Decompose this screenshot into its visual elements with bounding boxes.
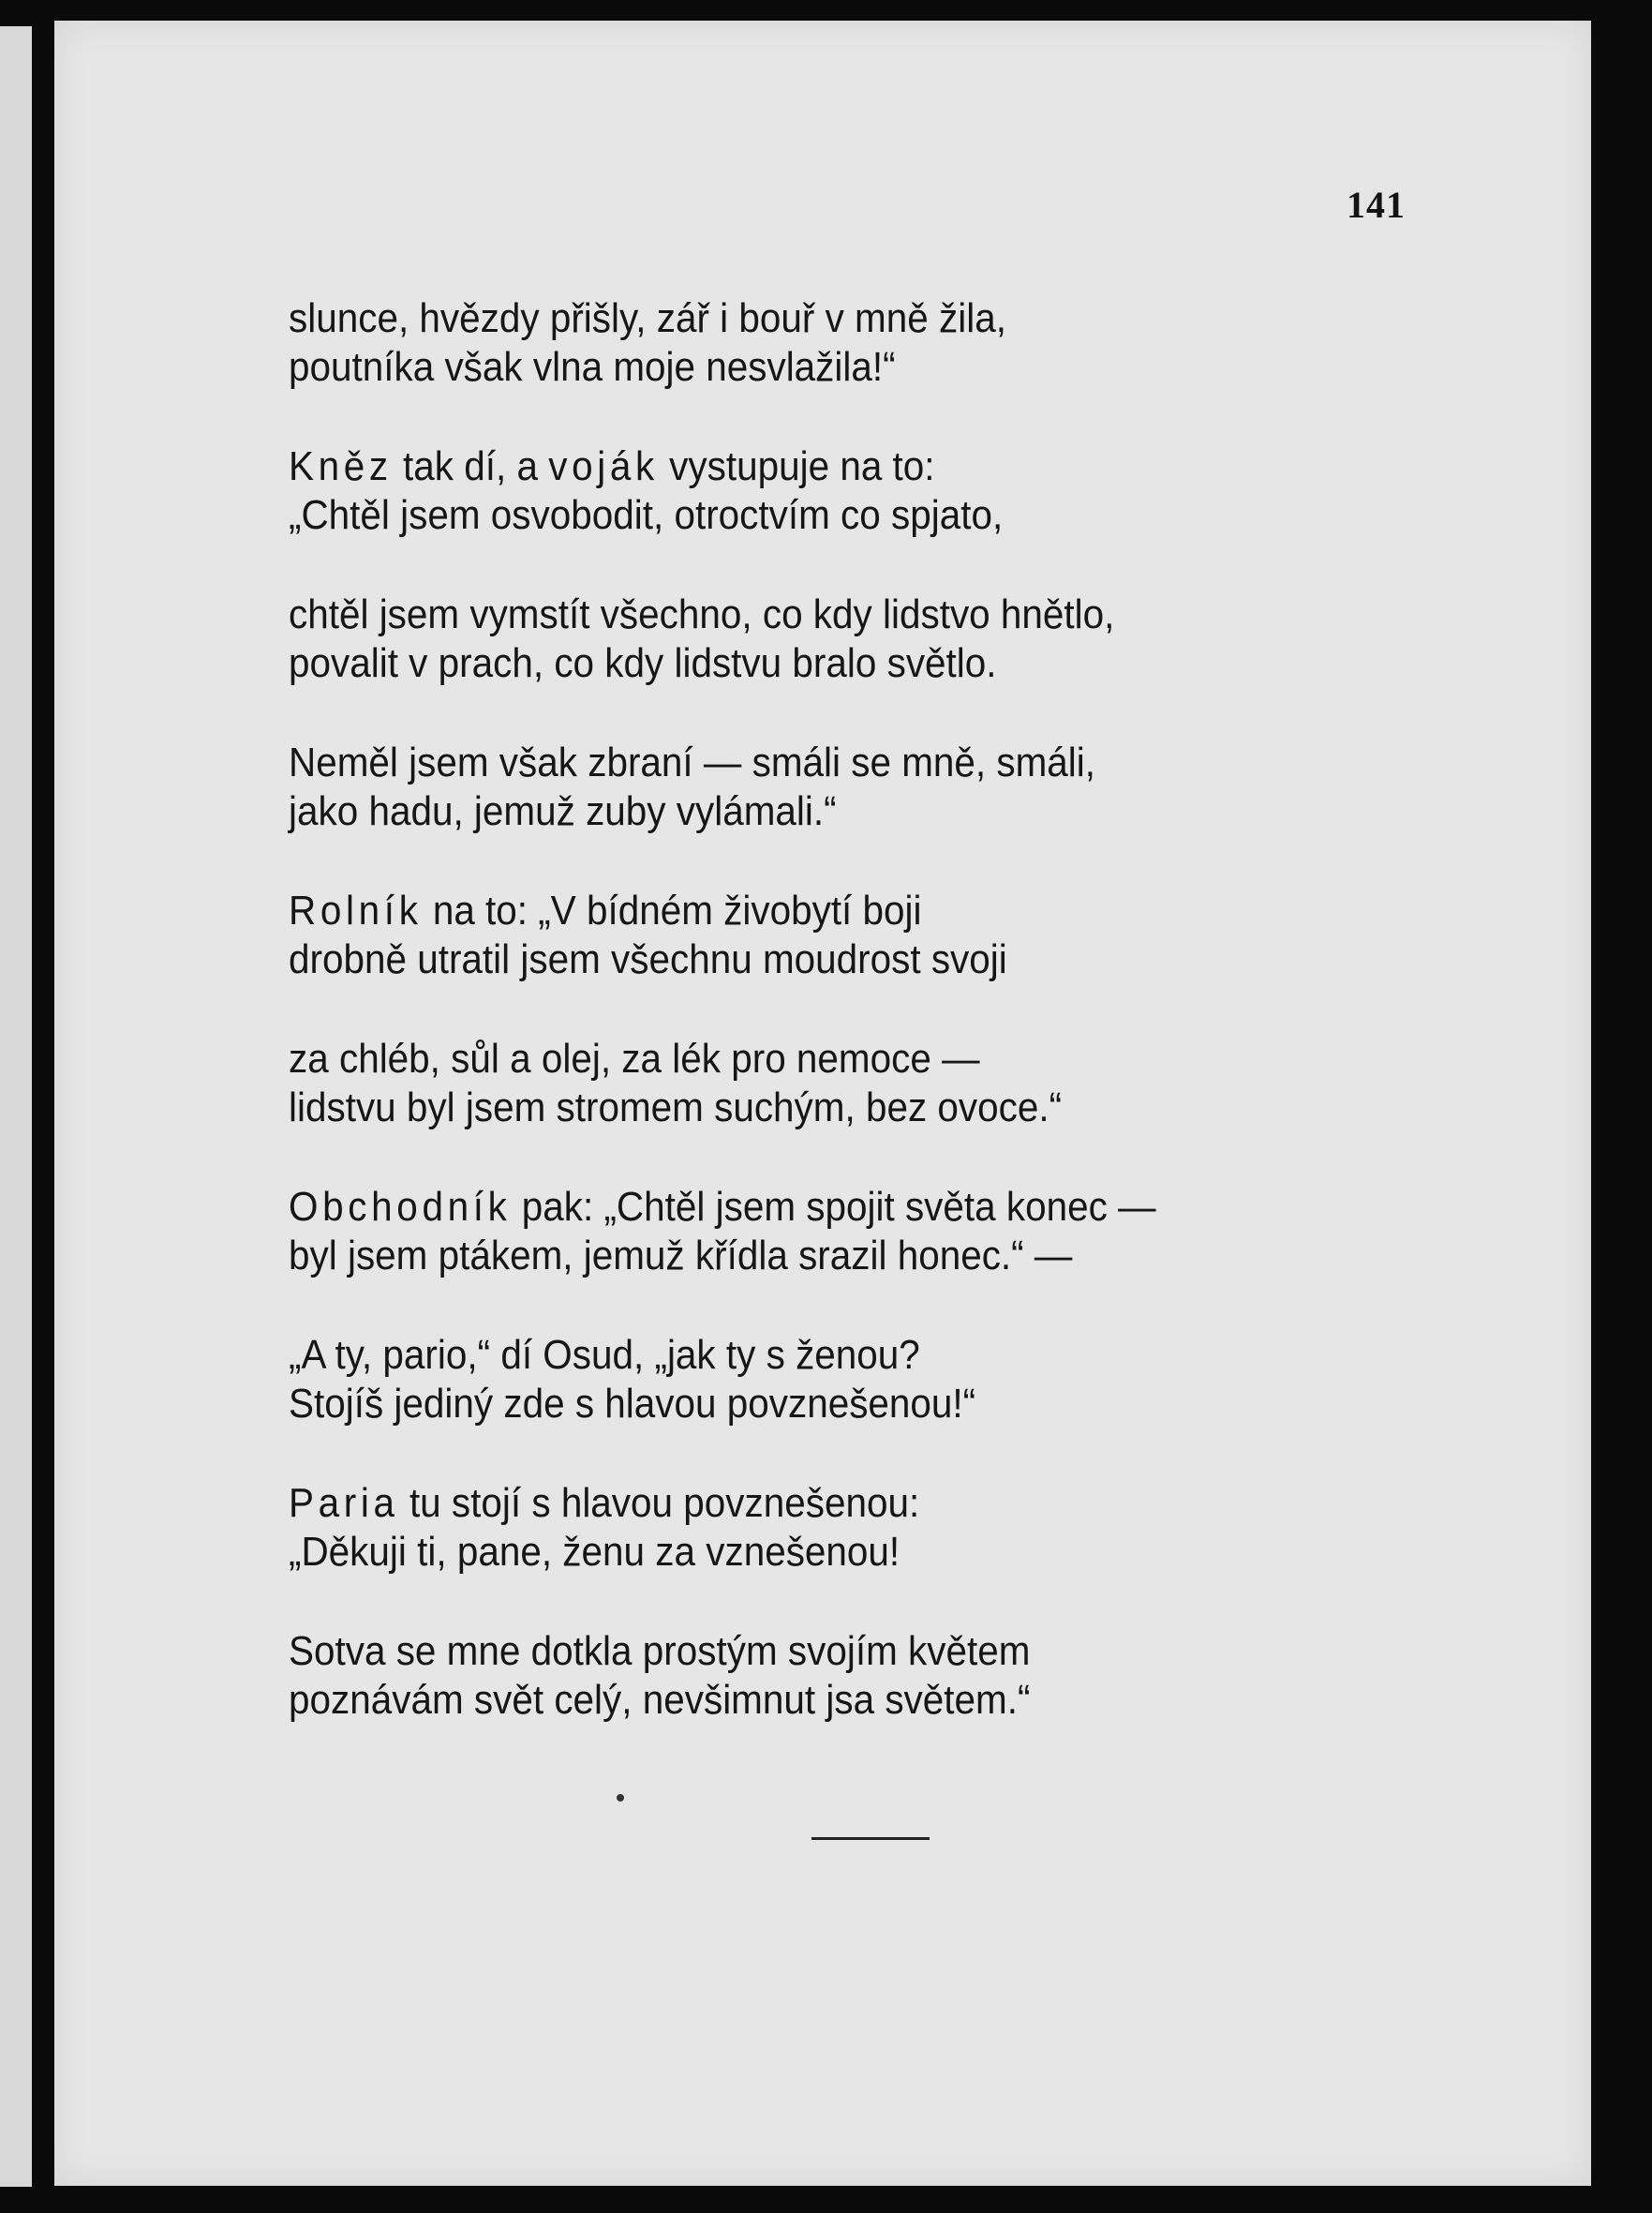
verse-line: [289, 887, 1387, 935]
verse-text: lidstvu byl jsem stromem suchým, bez ovoce.“: [289, 1085, 1063, 1130]
end-rule: [811, 1837, 930, 1840]
book-page: [54, 21, 1591, 2186]
speaker-name: Paria: [289, 1481, 399, 1526]
verse-line: [289, 442, 1387, 491]
verse-text: poutníka však vlna moje nesvlažila!“: [289, 345, 896, 390]
speaker-name: Kněz: [289, 444, 393, 489]
verse-line: [289, 1627, 1387, 1676]
verse-line: [289, 639, 1387, 688]
verse-text: Neměl jsem však zbraní — smáli se mně, smáli,: [289, 740, 1096, 785]
verse-line: [289, 1084, 1387, 1132]
verse-line: [289, 294, 1387, 343]
verse-text: za chléb, sůl a olej, za lék pro nemoce —: [289, 1037, 980, 1082]
verse-text: „Děkuji ti, pane, ženu za vznešenou!: [289, 1530, 900, 1575]
verse-line: [289, 1479, 1387, 1528]
verse-line: [289, 1528, 1387, 1577]
verse-line: [289, 491, 1387, 540]
verse-text: vystupuje na to:: [658, 444, 935, 489]
verse-line: [289, 787, 1387, 836]
poem-text: [289, 294, 1387, 1775]
print-speck: [617, 1794, 624, 1802]
verse-text: chtěl jsem vymstít všechno, co kdy lidstvo hnětlo,: [289, 592, 1115, 637]
page-number: 141: [1347, 184, 1406, 226]
verse-text: pak: „Chtěl jsem spojit světa konec —: [511, 1185, 1156, 1230]
verse-text: poznávám svět celý, nevšimnut jsa světem.“: [289, 1678, 1031, 1723]
stanza: [289, 1627, 1387, 1725]
stanza: [289, 1035, 1387, 1132]
verse-line: [289, 343, 1387, 392]
verse-text: „Chtěl jsem osvobodit, otroctvím co spjato,: [289, 493, 1004, 538]
verse-line: [289, 739, 1387, 787]
verse-text: drobně utratil jsem všechnu moudrost svoji: [289, 937, 1007, 982]
verse-text: na to: „V bídném živobytí boji: [422, 889, 922, 934]
verse-line: [289, 1676, 1387, 1725]
verse-text: slunce, hvězdy přišly, zář i bouř v mně žila,: [289, 296, 1006, 341]
stanza: [289, 442, 1387, 540]
facing-page-edge: [0, 26, 32, 2187]
speaker-name: Obchodník: [289, 1185, 512, 1230]
stanza: [289, 294, 1387, 392]
verse-text: povalit v prach, co kdy lidstvu bralo světlo.: [289, 641, 997, 686]
verse-line: [289, 1380, 1387, 1428]
verse-text: tu stojí s hlavou povznešenou:: [398, 1481, 920, 1526]
verse-text: Sotva se mne dotkla prostým svojím květem: [289, 1629, 1031, 1674]
verse-text: tak dí, a: [392, 444, 549, 489]
verse-text: „A ty, pario,“ dí Osud, „jak ty s ženou?: [289, 1333, 920, 1378]
verse-line: [289, 591, 1387, 639]
stanza: [289, 887, 1387, 984]
stanza: [289, 1183, 1387, 1280]
verse-text: byl jsem ptákem, jemuž křídla srazil honec.“ —: [289, 1234, 1073, 1278]
speaker-name: Rolník: [289, 889, 423, 934]
stanza: [289, 591, 1387, 688]
stanza: [289, 1331, 1387, 1428]
speaker-name: voják: [548, 444, 659, 489]
verse-line: [289, 935, 1387, 984]
verse-text: jako hadu, jemuž zuby vylámali.“: [289, 789, 837, 834]
verse-line: [289, 1331, 1387, 1380]
stanza: [289, 739, 1387, 836]
verse-line: [289, 1232, 1387, 1280]
stanza: [289, 1479, 1387, 1577]
verse-text: Stojíš jediný zde s hlavou povznešenou!“: [289, 1382, 976, 1427]
verse-line: [289, 1183, 1387, 1232]
verse-line: [289, 1035, 1387, 1084]
